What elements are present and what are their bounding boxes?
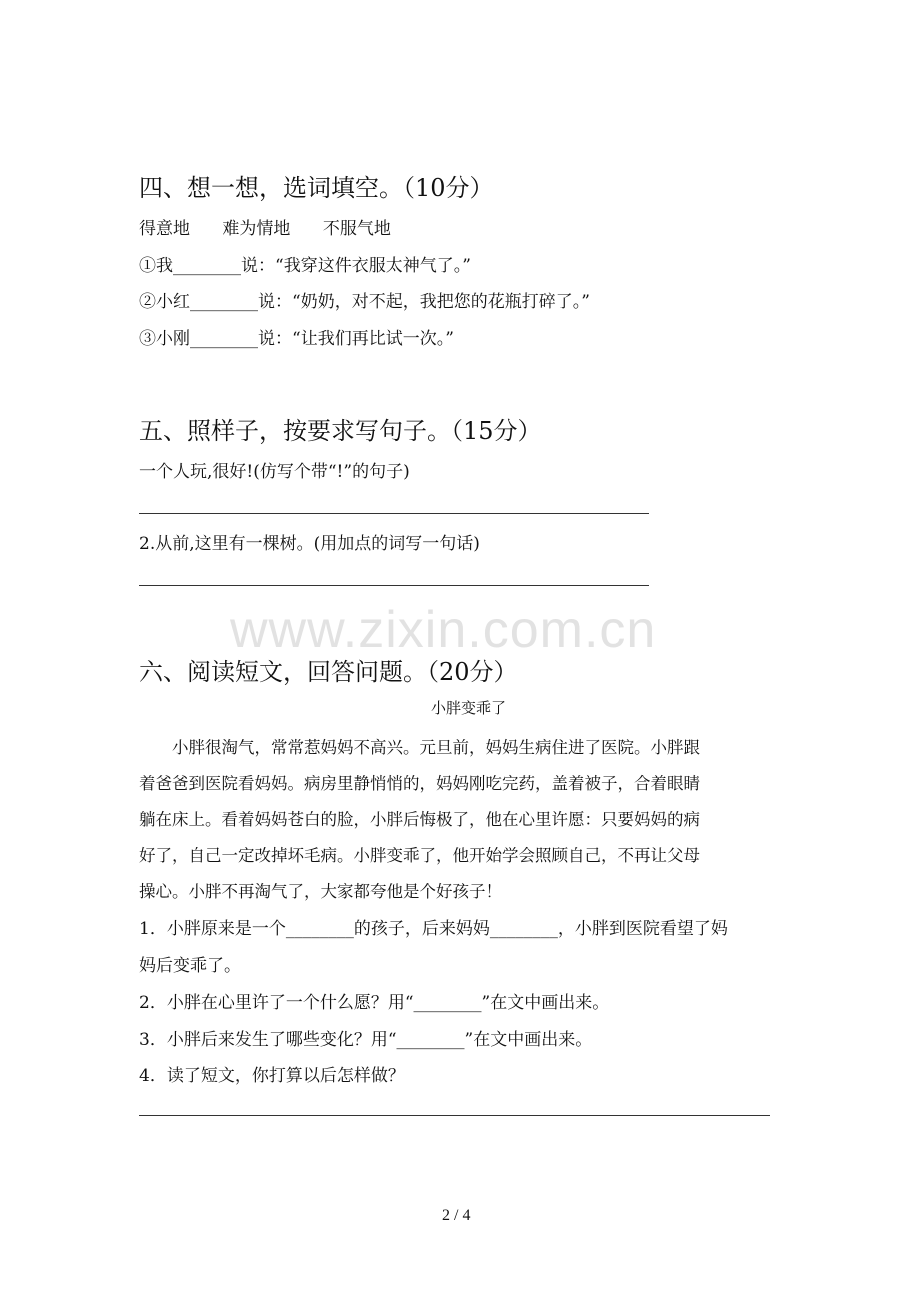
watermark: www.zixin.com.cn [230,601,657,659]
answer-line-3 [139,1115,770,1116]
fill-item-3: ③小刚________说：“让我们再比试一次。” [139,329,454,349]
section-5-heading: 五、照样子，按要求写句子。（15分） [139,417,542,445]
rewrite-question-1: 一个人玩,很好!(仿写个带“!”的句子) [139,462,410,482]
page-number: 2 / 4 [442,1207,471,1224]
rewrite-question-2: 2.从前,这里有一棵树。(用加点的词写一句话) [139,534,480,554]
story-line: 小胖很淘气，常常惹妈妈不高兴。元旦前，妈妈生病住进了医院。小胖跟 [172,738,700,757]
story-line: 好了，自己一定改掉坏毛病。小胖变乖了，他开始学会照顾自己，不再让父母 [139,846,700,865]
story-line: 着爸爸到医院看妈妈。病房里静悄悄的，妈妈刚吃完药，盖着被子，合着眼睛 [139,774,700,793]
story-line: 躺在床上。看着妈妈苍白的脸，小胖后悔极了，他在心里许愿：只要妈妈的病 [139,810,700,829]
story-line: 操心。小胖不再淘气了，大家都夸他是个好孩子！ [139,882,502,901]
fill-item-1: ①我________说：“我穿这件衣服太神气了。” [139,256,471,276]
word-options: 得意地 难为情地 不服气地 [139,219,391,239]
reading-question-4: 4．读了短文，你打算以后怎样做？ [139,1066,405,1086]
reading-question-1-cont: 妈后变乖了。 [139,956,241,976]
reading-question-3: 3．小胖后来发生了哪些变化？用“________”在文中画出来。 [139,1030,593,1050]
section-6-heading: 六、阅读短文，回答问题。（20分） [139,658,518,686]
fill-item-2: ②小红________说：“奶奶，对不起，我把您的花瓶打碎了。” [139,292,590,312]
answer-line-1 [139,513,649,514]
answer-line-2 [139,585,649,586]
reading-question-1: 1．小胖原来是一个________的孩子，后来妈妈________，小胖到医院看望了妈 [139,919,728,939]
reading-question-2: 2．小胖在心里许了一个什么愿？用“________”在文中画出来。 [139,993,610,1013]
story-title: 小胖变乖了 [431,699,507,717]
section-4-heading: 四、想一想，选词填空。（10分） [139,174,494,202]
